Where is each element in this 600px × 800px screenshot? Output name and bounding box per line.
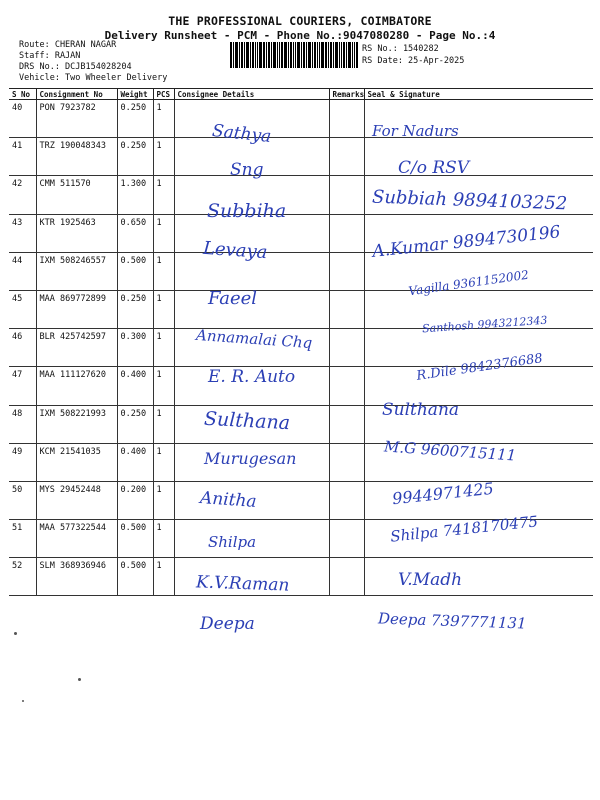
sno-cell: 47 — [9, 367, 36, 405]
handwritten-consignee: Sulthana — [203, 407, 291, 435]
sno-cell: 45 — [9, 290, 36, 328]
sno-cell: 40 — [9, 100, 36, 138]
table-row — [9, 100, 593, 138]
sno-cell: 41 — [9, 138, 36, 176]
consignment-cell: SLM 368936946 — [36, 558, 117, 596]
pcs-cell: 1 — [153, 214, 174, 252]
consignment-cell: MAA 577322544 — [36, 520, 117, 558]
route-label: Route: CHERAN NAGAR — [19, 40, 117, 50]
vehicle-label: Vehicle: Two Wheeler Delivery — [19, 73, 168, 83]
weight-cell: 0.650 — [117, 214, 153, 252]
remarks-cell — [329, 558, 364, 596]
col-pcs-header: PCS — [153, 89, 174, 100]
consignment-cell: IXM 508221993 — [36, 405, 117, 443]
handwritten-consignee: E. R. Auto — [208, 367, 296, 387]
remarks-cell — [329, 481, 364, 519]
col-consignee-header: Consignee Details — [174, 89, 329, 100]
sno-cell: 52 — [9, 558, 36, 596]
table-row — [9, 558, 593, 596]
remarks-cell — [329, 290, 364, 328]
weight-cell: 0.500 — [117, 558, 153, 596]
barcode-image — [230, 42, 358, 68]
remarks-cell — [329, 214, 364, 252]
pcs-cell: 1 — [153, 367, 174, 405]
scan-speck — [78, 678, 81, 681]
remarks-cell — [329, 405, 364, 443]
handwritten-signature: 9944971425 — [391, 478, 495, 509]
handwritten-signature: Vagilla 9361152002 — [407, 267, 530, 299]
consignment-cell: CMM 511570 — [36, 176, 117, 214]
scan-speck — [22, 700, 24, 702]
table-row — [9, 367, 593, 405]
weight-cell: 0.200 — [117, 481, 153, 519]
handwritten-consignee: Annamalai Chq — [195, 325, 313, 353]
pcs-cell: 1 — [153, 290, 174, 328]
weight-cell: 0.250 — [117, 290, 153, 328]
remarks-cell — [329, 520, 364, 558]
handwritten-signature: A.Kumar 9894730196 — [371, 222, 562, 262]
drs-number: DRS No.: DCJB154028204 — [19, 62, 132, 72]
pcs-cell: 1 — [153, 100, 174, 138]
sno-cell: 44 — [9, 252, 36, 290]
handwritten-signature: R.Dile 9842376688 — [415, 351, 544, 384]
pcs-cell: 1 — [153, 252, 174, 290]
handwritten-consignee: Subbiha — [207, 200, 287, 222]
handwritten-signature: Subbiah 9894103252 — [371, 186, 568, 215]
handwritten-signature: Santhosh 9943212343 — [421, 313, 548, 336]
remarks-cell — [329, 138, 364, 176]
weight-cell: 1.300 — [117, 176, 153, 214]
weight-cell: 0.250 — [117, 405, 153, 443]
sno-cell: 43 — [9, 214, 36, 252]
pcs-cell: 1 — [153, 443, 174, 481]
consignment-cell: MAA 869772899 — [36, 290, 117, 328]
sno-cell: 49 — [9, 443, 36, 481]
col-weight-header: Weight — [117, 89, 153, 100]
handwritten-signature: Deepa 7397771131 — [377, 609, 527, 633]
consignment-cell: MYS 29452448 — [36, 481, 117, 519]
col-consignment-header: Consignment No — [36, 89, 117, 100]
rs-number: RS No.: 1540282 — [362, 44, 439, 54]
remarks-cell — [329, 329, 364, 367]
pcs-cell: 1 — [153, 481, 174, 519]
runsheet-subtitle: Delivery Runsheet - PCM - Phone No.:9047080280 - Page No.:4 — [104, 29, 496, 42]
weight-cell: 0.500 — [117, 520, 153, 558]
table-row — [9, 481, 593, 519]
handwritten-consignee: Deepa — [200, 614, 255, 634]
weight-cell: 0.300 — [117, 329, 153, 367]
handwritten-signature: Sulthana — [382, 400, 460, 420]
pcs-cell: 1 — [153, 329, 174, 367]
weight-cell: 0.400 — [117, 443, 153, 481]
weight-cell: 0.500 — [117, 252, 153, 290]
consignment-cell: KTR 1925463 — [36, 214, 117, 252]
sno-cell: 42 — [9, 176, 36, 214]
remarks-cell — [329, 367, 364, 405]
handwritten-signature: M.G 9600715111 — [383, 437, 517, 465]
pcs-cell: 1 — [153, 176, 174, 214]
weight-cell: 0.400 — [117, 367, 153, 405]
consignment-cell: TRZ 190048343 — [36, 138, 117, 176]
pcs-cell: 1 — [153, 558, 174, 596]
remarks-cell — [329, 443, 364, 481]
table-row — [9, 138, 593, 176]
handwritten-consignee: Anitha — [199, 488, 258, 512]
remarks-cell — [329, 100, 364, 138]
col-signature-header: Seal & Signature — [364, 89, 593, 100]
consignment-cell: MAA 111127620 — [36, 367, 117, 405]
col-sno-header: S No — [9, 89, 36, 100]
scan-speck — [14, 632, 17, 635]
sno-cell: 48 — [9, 405, 36, 443]
remarks-cell — [329, 252, 364, 290]
sno-cell: 46 — [9, 329, 36, 367]
handwritten-consignee: Sng — [230, 160, 264, 180]
pcs-cell: 1 — [153, 405, 174, 443]
document-title: THE PROFESSIONAL COURIERS, COIMBATORE — [168, 14, 432, 28]
rs-date: RS Date: 25-Apr-2025 — [362, 56, 465, 66]
weight-cell: 0.250 — [117, 138, 153, 176]
handwritten-signature: Shilpa 7418170475 — [389, 512, 539, 546]
handwritten-consignee: Sathya — [211, 120, 273, 148]
handwritten-consignee: Shilpa — [208, 533, 257, 551]
consignment-cell: KCM 21541035 — [36, 443, 117, 481]
handwritten-consignee: Levaya — [202, 237, 269, 264]
handwritten-consignee: K.V.Raman — [195, 572, 290, 596]
handwritten-signature: C/o RSV — [398, 158, 470, 178]
sno-cell: 51 — [9, 520, 36, 558]
staff-label: Staff: RAJAN — [19, 51, 81, 61]
handwritten-consignee: Murugesan — [204, 449, 297, 468]
consignment-cell: BLR 425742597 — [36, 329, 117, 367]
weight-cell: 0.250 — [117, 100, 153, 138]
sno-cell: 50 — [9, 481, 36, 519]
handwritten-signature: For Nadurs — [372, 122, 459, 140]
remarks-cell — [329, 176, 364, 214]
consignment-cell: IXM 508246557 — [36, 252, 117, 290]
pcs-cell: 1 — [153, 520, 174, 558]
handwritten-consignee: Faeel — [208, 288, 258, 309]
table-row — [9, 405, 593, 443]
col-remarks-header: Remarks — [329, 89, 364, 100]
handwritten-signature: V.Madh — [398, 570, 463, 590]
consignment-cell: PON 7923782 — [36, 100, 117, 138]
pcs-cell: 1 — [153, 138, 174, 176]
table-header-row — [9, 89, 593, 100]
